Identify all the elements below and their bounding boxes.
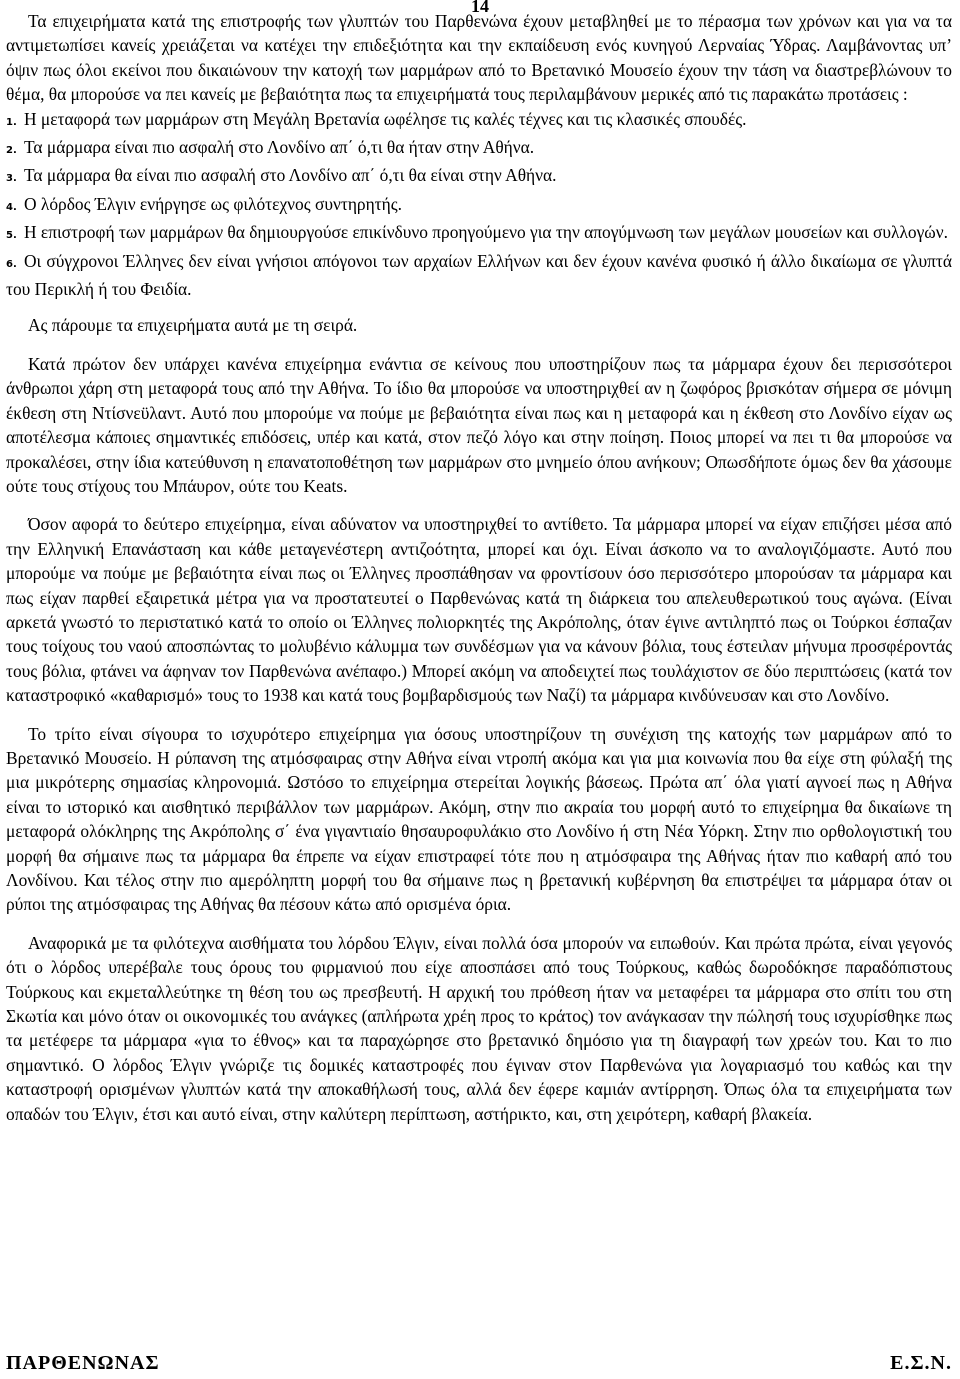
list-item (6, 135, 952, 163)
list-item (6, 107, 952, 135)
list-text: Τα μάρμαρα θα είναι πιο ασφαλή στο Λονδίνο απ΄ ό,τι θα είναι στην Αθήνα. (24, 165, 557, 186)
body-paragraph: Το τρίτο είναι σίγουρα το ισχυρότερο επιχείρημα για όσους υποστηρίζουν τη συνέχιση της κατοχής των μαρμάρων από το Βρετανικό Μουσείο. Η ρύπανση της ατμόσφαιρας στην Αθήνα είναι ντροπή ακόμα και για μια κοινωνία που θα είχε στη φύλαξή της μια μικρότερης σημασίας κληρονομιά. Ωστόσο το επιχείρημα στερείται λογικής βάσεως. Πρώτα απ΄ όλα γιατί αγνοεί πως η Αθήνα είναι το ιστορικό και αισθητικό περιβάλλον των μαρμάρων. Ακόμη, στην πιο ακραία του μορφή αυτό το επιχείρημα θα δικαίωνε τη μεταφορά ολόκληρης της Ακρόπολης σ΄ ένα γιγαντιαίο θησαυροφυλάκιο στο Λονδίνο ή στη Νέα Υόρκη. Στην πιο ορθολογιστική του μορφή θα σήμαινε πως τα μάρμαρα θα έπρεπε να είχαν επιστραφεί τότε που η ατμόσφαιρα της Αθήνας ήταν πιο καθαρή από του Λονδίνου. Και τέλος στην πιο αμερόληπτη μορφή του θα σήμαινε πως η βρετανική κυβέρνηση θα επιστρέψει τα μάρμαρα όταν οι ρύποι της ατμόσφαιρας της Αθήνας θα πέσουν κάτω από ορισμένα όρια. (6, 723, 952, 915)
list-item (6, 249, 952, 302)
list-text: Τα μάρμαρα είναι πιο ασφαλή στο Λονδίνο απ΄ ό,τι θα ήταν στην Αθήνα. (24, 137, 535, 158)
list-number: 4. (6, 201, 17, 213)
list-item (6, 163, 952, 191)
intro-paragraph: Τα επιχειρήματα κατά της επιστροφής των γλυπτών του Παρθενώνα έχουν μεταβληθεί με το πέρασμα των χρόνων και για να τα αντιμετωπίσει κανείς χρειάζεται να κατέχει την επιδεξιότητα και την εκπαίδευση ενός κυνηγού Λερναίας Ύδρας. Λαμβάνοντας υπ’ όψιν πως όλοι εκείνοι που δικαιώνουν την κατοχή των μαρμάρων από το Βρετανικό Μουσείο έχουν την τάση να διαστρεβλώνουν το θέμα, θα μπορούσε να πει κανείς με βεβαιότητα πως τα επιχειρήματά τους περιλαμβάνουν μερικές από τις παρακάτω προτάσεις : (6, 11, 952, 105)
list-item (6, 220, 952, 248)
footer-title: ΠΑΡΘΕΝΩΝΑΣ (6, 1352, 160, 1374)
list-item (6, 192, 952, 220)
footer-initials: Ε.Σ.Ν. (890, 1352, 952, 1374)
list-number: 1. (6, 116, 17, 128)
body-paragraph: Αναφορικά με τα φιλότεχνα αισθήματα του λόρδου Έλγιν, είναι πολλά όσα μπορούν να ειπωθούν. Και πρώτα πρώτα, είναι γεγονός ότι ο λόρδος υπερέβαλε τους όρους του φιρμανιού που είχε αποσπάσει από τους Τούρκους, καθώς δωροδόκησε παραδόπιστους Τούρκους και εκμεταλλεύτηκε τη θέση του ως πρεσβευτή. Η αρχική του πρόθεση ήταν να μεταφέρει τα μάρμαρα στο σπίτι του στη Σκωτία και μόνο όταν οι οικονομικές του ανάγκες (απλήρωτα χρέη προς το κράτος) τον ανάγκασαν την πώλησή τους ισχυρίσθηκε πως τα μετέφερε τα μάρμαρα «για το έθνος» και τα παραχώρησε στο βρετανικό δημόσιο για τη διαγραφή των χρεών του. Και το πιο σημαντικό. Ο λόρδος Έλγιν γνώριζε τις δομικές καταστροφές που έγιναν στον Παρθενώνα για λογαριασμό του καθώς και την καταστροφή ορισμένων γλυπτών κατά την αποκαθήλωσή τους, αλλά δεν έφερε καμιάν αντίρρηση. Όπως όλα τα επιχειρήματα των οπαδών του Έλγιν, έτσι και αυτό είναι, στην καλύτερη περίπτωση, αστήρικτο, και, στη χειρότερη, καθαρή βλακεία. (6, 932, 952, 1124)
list-text: Ο λόρδος Έλγιν ενήργησε ως φιλότεχνος συντηρητής. (24, 193, 402, 214)
body-paragraph: Όσον αφορά το δεύτερο επιχείρημα, είναι αδύνατον να υποστηριχθεί το αντίθετο. Τα μάρμαρα μπορεί να είχαν επιζήσει μέσα από την Ελληνική Επανάσταση και κάθε μεταγενέστερη αντιζοότητα, μπορεί και όχι. Είναι άσκοπο να το αναλογιζόμαστε. Αυτό που μπορούμε να πούμε με βεβαιότητα είναι πως οι Έλληνες προσπάθησαν να φροντίσουν όσο περισσότερο μπορούσαν τα μάρμαρα και πως είχαν παρθεί εξαιρετικά μέτρα για να προστατευτεί ο Παρθενώνας κατά τη διάρκεια του απελευθερωτικού τους αγώνα. (Είναι αρκετά γνωστό το περιστατικό κατά το οποίο οι Έλληνες πολιορκητές της Ακρόπολης, όταν έγινε αντιληπτό πως οι Τούρκοι έσπαζαν τους τοίχους του ναού αποσπώντας το μολυβένιο κάλυμμα των συνδέσμων για να κάνουν βόλια, τους έστειλαν μήνυμα προσφέροντάς τους βόλια, φτάνει να άφηναν τον Παρθενώνα ανέπαφο.) Μπορεί ακόμη να αποδειχτεί πως τουλάχιστον σε δύο περιπτώσεις (κατά τον καταστροφικό «καθαρισμό» τους το 1938 και κατά τους βομβαρδισμούς των Ναζί) τα μάρμαρα κινδύνευσαν και στο Λονδίνο. (6, 514, 952, 706)
list-number: 3. (6, 173, 17, 185)
page-number: 14 (471, 0, 489, 16)
list-text: Η επιστροφή των μαρμάρων θα δημιουργούσε επικίνδυνο προηγούμενο για την απογύμνωση των μεγάλων μουσείων και συλλογών. (24, 222, 948, 243)
list-text: Οι σύγχρονοι Έλληνες δεν είναι γνήσιοι απόγονοι των αρχαίων Ελλήνων και δεν έχουν κανένα φυσικό ή άλλο δικαίωμα σε γλυπτά του Περικλή ή του Φειδία. (6, 250, 952, 300)
list-text: Η μεταφορά των μαρμάρων στη Μεγάλη Βρετανία ωφέλησε τις καλές τέχνες και τις κλασικές σπουδές. (24, 108, 747, 129)
list-number: 6. (6, 258, 17, 270)
argument-list (6, 107, 952, 302)
body-paragraph: Κατά πρώτον δεν υπάρχει κανένα επιχείρημα ενάντια σε κείνους που υποστηρίζουν πως τα μάρμαρα έχουν δει περισσότεροι άνθρωποι χάρη στη μεταφορά τους από την Αθήνα. Το ίδιο θα μπορούσε να υποστηριχθεί αν η ζωφόρος βρισκόταν σήμερα σε μόνιμη έκθεση στη Ντίσνεϋλαντ. Αυτό που μπορούμε να πούμε με βεβαιότητα είναι πως και η μεταφορά και η έκθεση στο Λονδίνο είχαν ως αποτέλεσμα κάποιες σημαντικές επιδόσεις, υπέρ και κατά, στον πεζό λόγο και στην ποίηση. Ποιος μπορεί να πει τι θα μπορούσε να προκαλέσει, στην ίδια κατεύθυνση η επανατοποθέτηση των μαρμάρων στο μνημείο όπου ανήκουν; Οπωσδήποτε όμως δεν θα χάσουμε ούτε τους στίχους του Μπάυρον, ούτε του Keats. (6, 353, 952, 496)
transition-sentence: Ας πάρουμε τα επιχειρήματα αυτά με τη σειρά. (28, 315, 358, 336)
list-number: 2. (6, 145, 17, 157)
list-number: 5. (6, 230, 17, 242)
document-body (6, 9, 952, 1126)
